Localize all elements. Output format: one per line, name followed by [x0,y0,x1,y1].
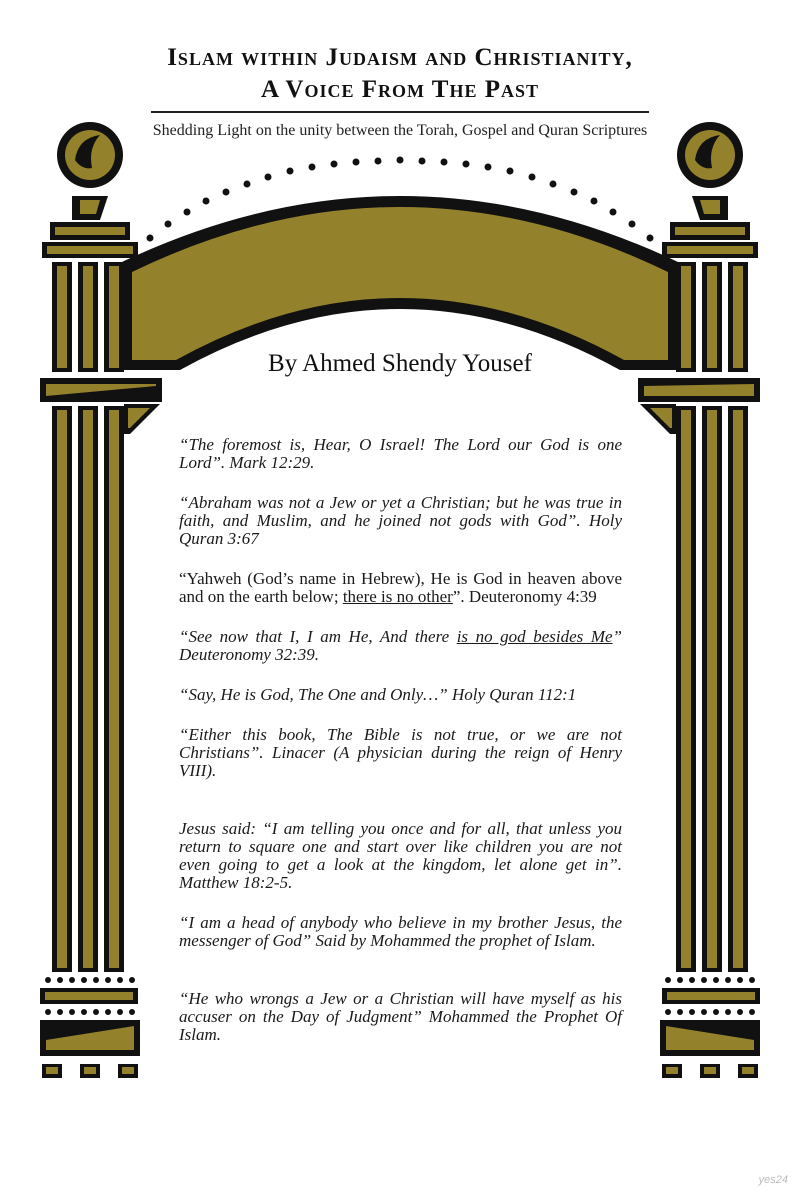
underlined-text: there is no other [342,587,453,606]
title-divider [151,111,649,113]
quote-quran-3-67: “Abraham was not a Jew or yet a Christian; but he was true in faith, and Muslim, and he joined not gods with God”. Holy Quran 3:67 [179,493,622,548]
title-line-2: A Voice From The Past [260,76,540,103]
arch-band [122,196,678,370]
quote-deuteronomy-4-39 [179,570,622,606]
quote-text: “Yahweh (God’s name in Hebrew), He is God in heaven above and on the earth below; [179,569,622,606]
title-line-1: Islam within Judaism and Christianity, [167,44,633,71]
author-byline: By Ahmed Shendy Yousef [268,350,532,377]
quote-deuteronomy-32-39 [179,628,622,664]
quote-citation: ”. Deuteronomy 4:39 [452,587,597,606]
quote-mohammed-jew-christian: “He who wrongs a Jew or a Christian will have myself as his accuser on the Day of Judgment” Mohammed the Prophet Of Islam. [179,989,622,1044]
quotes-block [179,436,622,1044]
quote-linacer: “Either this book, The Bible is not true, or we are not Christians”. Linacer (A physician during the reign of Henry VIII). [179,725,622,780]
quote-text: “See now that I, I am He, And there [179,627,457,646]
quote-citation: ” Deuteronomy 32:39. [179,627,622,664]
subtitle: Shedding Light on the unity between the Torah, Gospel and Quran Scriptures [152,122,648,139]
quote-mark-12-29: “The foremost is, Hear, O Israel! The Lord our God is one Lord”. Mark 12:29. [179,435,622,472]
quote-quran-112-1: “Say, He is God, The One and Only…” Holy Quran 112:1 [179,685,577,704]
quote-matthew-18-2-5: Jesus said: “I am telling you once and for all, that unless you return to square one and start over like children you are not even going to get a look at the kingdom, let alone get in”. Matthew 18:2-5. [179,819,622,892]
watermark: yes24 [758,1174,788,1186]
quote-mohammed-jesus: “I am a head of anybody who believe in my brother Jesus, the messenger of God” Said by Mohammed the prophet of Islam. [179,913,622,950]
underlined-text: is no god besides Me [456,627,613,646]
